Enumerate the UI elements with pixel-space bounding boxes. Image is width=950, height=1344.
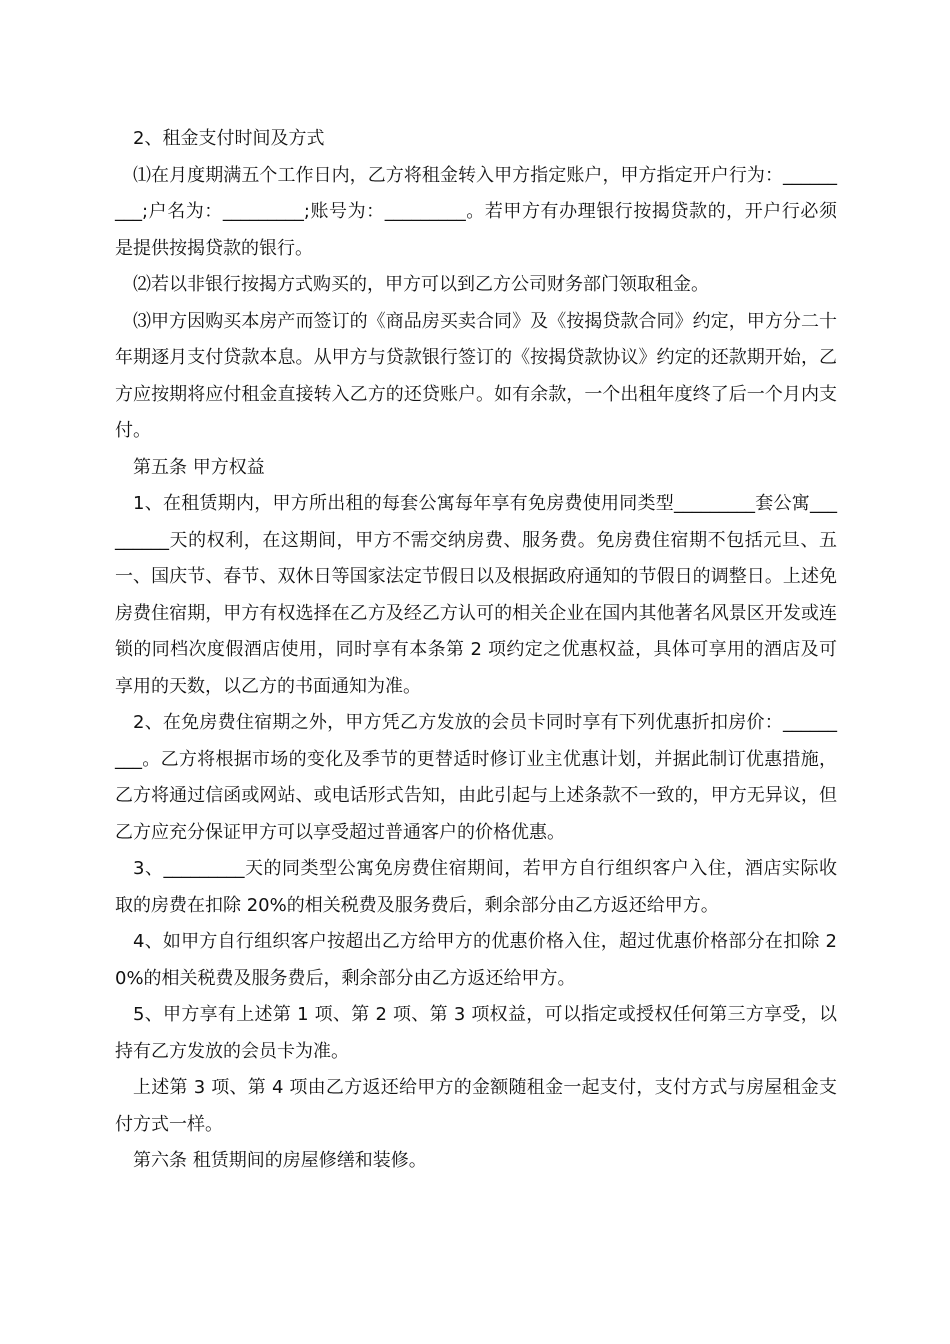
paragraph-rights-1: 1、在租赁期内，甲方所出租的每套公寓每年享有免房费使用同类型_________套公寓_________天的权利，在这期间，甲方不需交纳房费、服务费。免房费住宿期不包括元旦、五一、国庆节、春节、双休日等国家法定节假日以及根据政府通知的节假日的调整日。上述免房费住宿期，甲方有权选择在乙方及经乙方认可的相关企业在国内其他著名风景区开发或连锁的同档次度假酒店使用，同时享有本条第 2 项约定之优惠权益，具体可享用的酒店及可享用的天数，以乙方的书面通知为准。: [115, 493, 837, 697]
paragraph-rights-5: 5、甲方享有上述第 1 项、第 2 项、第 3 项权益，可以指定或授权任何第三方享受，以持有乙方发放的会员卡为准。: [115, 1004, 837, 1062]
paragraph-rights-2: 2、在免房费住宿期之外，甲方凭乙方发放的会员卡同时享有下列优惠折扣房价：_________。乙方将根据市场的变化及季节的更替适时修订业主优惠计划，并据此制订优惠措施，乙方将通过信函或网站、或电话形式告知，由此引起与上述条款不一致的，甲方无异议，但乙方应充分保证甲方可以享受超过普通客户的价格优惠。: [115, 712, 837, 843]
paragraph-clause-1: ⑴在月度期满五个工作日内，乙方将租金转入甲方指定账户，甲方指定开户行为：_________;户名为：_________;账号为：_________。若甲方有办理银行按揭贷款的，开户行必须是提供按揭贷款的银行。: [115, 164, 837, 259]
document-page: [115, 121, 837, 1180]
paragraph-rights-4: 4、如甲方自行组织客户按超出乙方给甲方的优惠价格入住，超过优惠价格部分在扣除 20%的相关税费及服务费后，剩余部分由乙方返还给甲方。: [115, 931, 837, 989]
article-heading-5: 第五条 甲方权益: [133, 456, 265, 478]
section-heading-rent-payment: 2、租金支付时间及方式: [133, 128, 325, 149]
paragraph-clause-3: ⑶甲方因购买本房产而签订的《商品房买卖合同》及《按揭贷款合同》约定，甲方分二十年期逐月支付贷款本息。从甲方与贷款银行签订的《按揭贷款协议》约定的还款期开始，乙方应按期将应付租金直接转入乙方的还贷账户。如有余款，一个出租年度终了后一个月内支付。: [115, 310, 837, 441]
paragraph-payment-note: 上述第 3 项、第 4 项由乙方返还给甲方的金额随租金一起支付，支付方式与房屋租金支付方式一样。: [115, 1077, 837, 1135]
paragraph-rights-3: 3、_________天的同类型公寓免房费住宿期间，若甲方自行组织客户入住，酒店实际收取的房费在扣除 20%的相关税费及服务费后，剩余部分由乙方返还给甲方。: [115, 858, 837, 916]
article-heading-6: 第六条 租赁期间的房屋修缮和装修。: [133, 1150, 427, 1171]
paragraph-clause-2: ⑵若以非银行按揭方式购买的，甲方可以到乙方公司财务部门领取租金。: [133, 274, 709, 295]
